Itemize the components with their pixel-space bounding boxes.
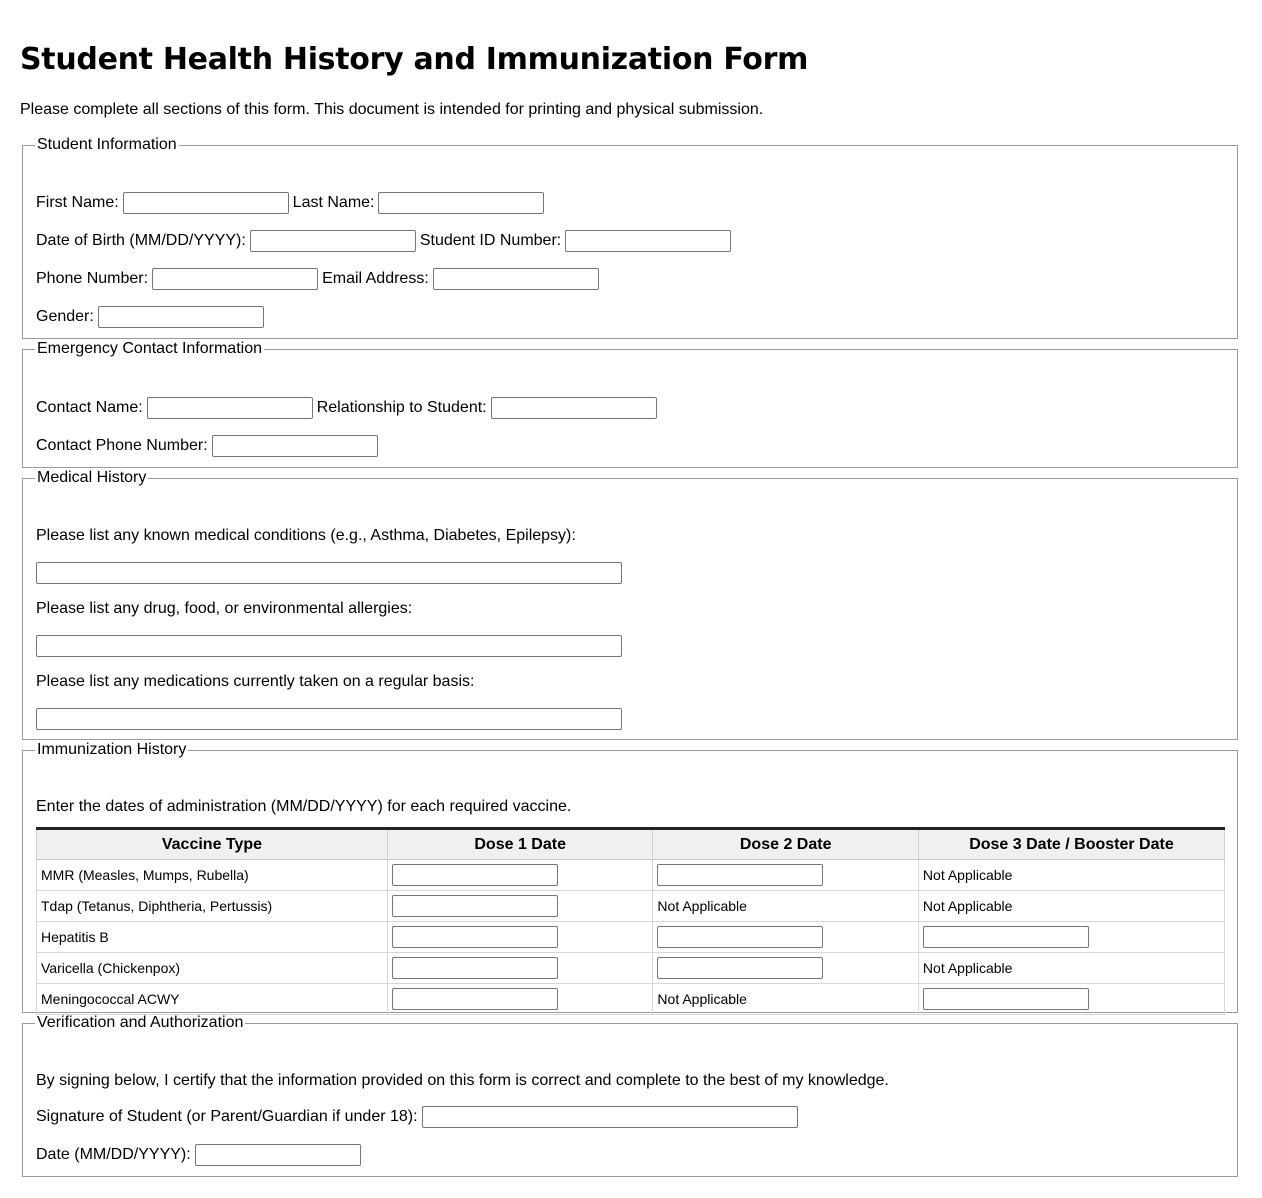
vaccine-name: Meningococcal ACWY <box>37 984 388 1015</box>
signature-input[interactable] <box>422 1106 798 1128</box>
immunization-instructions: Enter the dates of administration (MM/DD/YYYY) for each required vaccine. <box>36 798 572 815</box>
vaccine-name: Varicella (Chickenpox) <box>37 953 388 984</box>
student-information-legend: Student Information <box>37 136 177 153</box>
last-name-label: Last Name: <box>292 194 375 211</box>
medications-label: Please list any medications currently taken on a regular basis: <box>36 673 475 690</box>
date-label: Date (MM/DD/YYYY): <box>36 1146 191 1163</box>
header-dose-1: Dose 1 Date <box>387 829 653 860</box>
table-row <box>37 891 1225 922</box>
emergency-contact-row <box>36 397 661 419</box>
last-name-input[interactable] <box>378 192 544 214</box>
relationship-label: Relationship to Student: <box>316 399 487 416</box>
conditions-input[interactable] <box>36 562 622 584</box>
immunization-table <box>36 827 1225 1015</box>
vaccine-name: MMR (Measles, Mumps, Rubella) <box>37 860 388 891</box>
medical-history-section <box>22 469 1238 740</box>
phone-label: Phone Number: <box>36 270 149 287</box>
email-input[interactable] <box>433 268 599 290</box>
gender-input[interactable] <box>98 306 264 328</box>
first-name-label: First Name: <box>36 194 119 211</box>
hepb-dose-3-input[interactable] <box>923 926 1089 948</box>
dob-label: Date of Birth (MM/DD/YYYY): <box>36 232 246 249</box>
gender-row <box>36 306 268 328</box>
varicella-dose-1-input[interactable] <box>392 957 558 979</box>
table-row <box>37 922 1225 953</box>
header-dose-2: Dose 2 Date <box>653 829 919 860</box>
verification-section <box>22 1014 1238 1177</box>
name-row <box>36 192 548 214</box>
mmr-dose-1-input[interactable] <box>392 864 558 886</box>
medications-input[interactable] <box>36 708 622 730</box>
vaccine-name: Tdap (Tetanus, Diphtheria, Pertussis) <box>37 891 388 922</box>
hepb-dose-2-input[interactable] <box>657 926 823 948</box>
allergies-input[interactable] <box>36 635 622 657</box>
contact-name-input[interactable] <box>147 397 313 419</box>
dob-row <box>36 230 735 252</box>
not-applicable-cell: Not Applicable <box>918 891 1224 922</box>
immunization-history-legend: Immunization History <box>37 741 187 758</box>
page-title: Student Health History and Immunization Form <box>20 42 809 77</box>
medical-history-legend: Medical History <box>37 469 147 486</box>
hepb-dose-1-input[interactable] <box>392 926 558 948</box>
menacwy-booster-input[interactable] <box>923 988 1089 1010</box>
contact-row <box>36 268 603 290</box>
header-vaccine-type: Vaccine Type <box>37 829 388 860</box>
not-applicable-cell: Not Applicable <box>653 891 919 922</box>
signature-row <box>36 1106 802 1128</box>
header-dose-3: Dose 3 Date / Booster Date <box>918 829 1224 860</box>
intro-text: Please complete all sections of this form. This document is intended for printing and physical submission. <box>20 101 764 118</box>
emergency-contact-legend: Emergency Contact Information <box>37 340 262 357</box>
mmr-dose-2-input[interactable] <box>657 864 823 886</box>
conditions-label: Please list any known medical conditions (e.g., Asthma, Diabetes, Epilepsy): <box>36 527 576 544</box>
relationship-input[interactable] <box>491 397 657 419</box>
not-applicable-cell: Not Applicable <box>653 984 919 1015</box>
not-applicable-cell: Not Applicable <box>918 953 1224 984</box>
menacwy-dose-1-input[interactable] <box>392 988 558 1010</box>
signature-label: Signature of Student (or Parent/Guardian if under 18): <box>36 1108 418 1125</box>
table-row <box>37 953 1225 984</box>
not-applicable-cell: Not Applicable <box>918 860 1224 891</box>
table-row <box>37 984 1225 1015</box>
contact-phone-row <box>36 435 382 457</box>
verification-legend: Verification and Authorization <box>37 1014 244 1031</box>
emergency-contact-section <box>22 340 1238 468</box>
phone-input[interactable] <box>152 268 318 290</box>
tdap-dose-1-input[interactable] <box>392 895 558 917</box>
varicella-dose-2-input[interactable] <box>657 957 823 979</box>
student-id-input[interactable] <box>565 230 731 252</box>
table-row <box>37 860 1225 891</box>
signature-date-input[interactable] <box>195 1144 361 1166</box>
gender-label: Gender: <box>36 308 94 325</box>
dob-input[interactable] <box>250 230 416 252</box>
immunization-history-section <box>22 741 1238 1013</box>
first-name-input[interactable] <box>123 192 289 214</box>
student-id-label: Student ID Number: <box>419 232 562 249</box>
certification-statement: By signing below, I certify that the information provided on this form is correct and complete to the best of my knowledge. <box>36 1072 889 1089</box>
student-information-section <box>22 136 1238 339</box>
allergies-label: Please list any drug, food, or environmental allergies: <box>36 600 413 617</box>
vaccine-name: Hepatitis B <box>37 922 388 953</box>
contact-phone-input[interactable] <box>212 435 378 457</box>
date-row <box>36 1144 365 1166</box>
contact-phone-label: Contact Phone Number: <box>36 437 208 454</box>
contact-name-label: Contact Name: <box>36 399 143 416</box>
email-label: Email Address: <box>322 270 429 287</box>
